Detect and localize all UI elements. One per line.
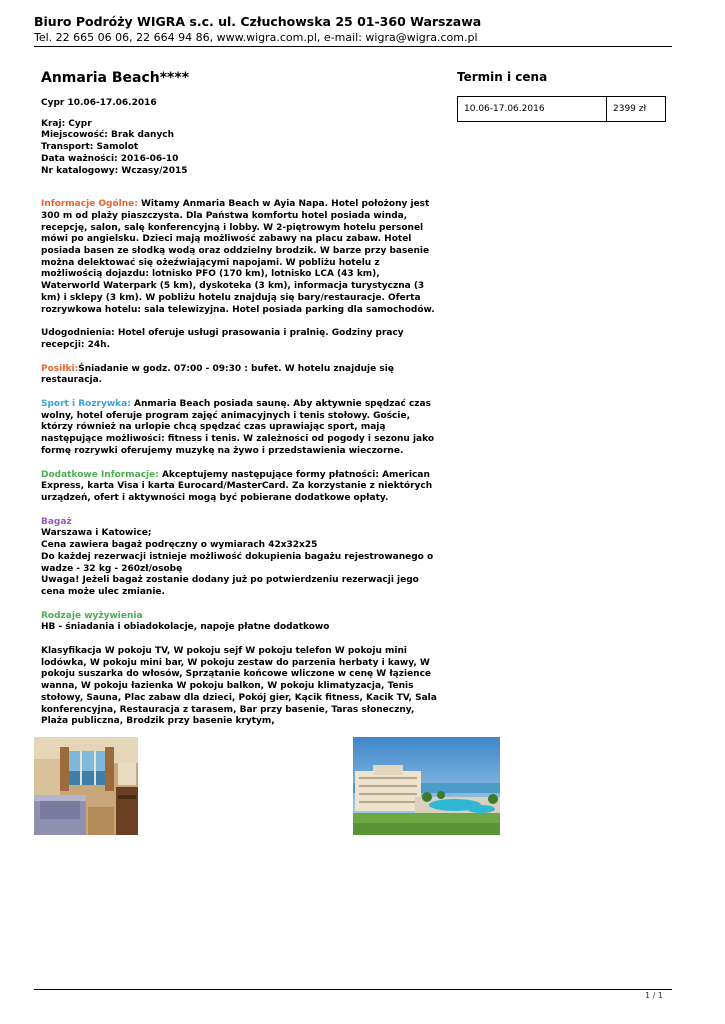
- board-text: HB - śniadania i obiadokolacje, napoje płatne dodatkowo: [41, 622, 330, 633]
- hotel-room-photo: [34, 737, 138, 835]
- amenities-info: Udogodnienia: Hotel oferuje usługi prasowania i pralnię. Godziny pracy recepcji: 24h.: [41, 328, 404, 350]
- meta-location: Miejscowość: Brak danych: [41, 130, 175, 141]
- extra-info-label: Dodatkowe Informacje:: [41, 469, 159, 480]
- meals-text: Śniadanie w godz. 07:00 - 09:30 : bufet. W hotelu znajduje się restauracja.: [41, 363, 394, 386]
- pricing-table: [457, 96, 666, 122]
- page-number: 1 / 1: [645, 991, 663, 1000]
- company-name: Biuro Podróży WIGRA s.c. ul. Człuchowska 25 01-360 Warszawa: [34, 14, 482, 29]
- baggage-line: Cena zawiera bagaż podręczny o wymiarach 42x32x25: [41, 540, 318, 551]
- baggage-line: Uwaga! Jeżeli bagaż zostanie dodany już po potwierdzeniu rezerwacji jego cena może ulec zmianie.: [41, 575, 419, 597]
- pricing-price: 2399 zł: [607, 97, 666, 122]
- pricing-panel: [457, 70, 667, 122]
- pricing-date: 10.06-17.06.2016: [458, 97, 607, 122]
- company-contact: Tel. 22 665 06 06, 22 664 94 86, www.wigra.com.pl, e-mail: wigra@wigra.com.pl: [34, 31, 478, 44]
- extra-info: [41, 470, 441, 505]
- header-divider: [34, 46, 672, 47]
- classification-info: Klasyfikacja W pokoju TV, W pokoju sejf W pokoju telefon W pokoju mini lodówka, W pokoju mini bar, W pokoju zestaw do parzenia herbaty i kawy, W pokoju suszarka do włosów, Sprzątanie końcowe wliczone w cenę W łązience wanna, W pokoju łazienka W pokoju balkon, W pokoju klimatyzacja, Tenis stołowy, Sauna, Plac zabaw dla dzieci, Pokój gier, Kącik fitness, Kacik TV, Sala konferencyjna, Restauracja z tarasem, Bar przy basenie, Taras słoneczny, Plaża publiczna, Brodzik przy basenie krytym,: [41, 646, 437, 727]
- board-label: Rodzaje wyżywienia: [41, 610, 143, 621]
- footer-divider: [34, 989, 672, 990]
- board-info: [41, 611, 441, 634]
- sport-text: Anmaria Beach posiada saunę. Aby aktywnie spędzać czas wolny, hotel oferuje program zajęć animacyjnych i tenis stołowy. Goście, którzy również na urlopie chcą spędzać czas uprawiając sport, mają następujące możliwości: fitness i tenis. W zależności od pogody i sezonu jako formę rozrywki oferujemy muzykę na żywo i przedstawienia wieczorne.: [41, 399, 435, 456]
- pricing-title: Termin i cena: [457, 70, 548, 84]
- general-info-label: Informacje Ogólne:: [41, 199, 138, 210]
- hotel-exterior-photo: [353, 737, 500, 835]
- sport-info: [41, 399, 441, 458]
- baggage-line: Warszawa i Katowice;: [41, 528, 152, 539]
- offer-details: [41, 70, 441, 752]
- meta-catalog-number: Nr katalogowy: Wczasy/2015: [41, 165, 188, 176]
- meals-info: [41, 364, 441, 387]
- baggage-label: Bagaż: [41, 516, 72, 527]
- hotel-title: Anmaria Beach****: [41, 70, 190, 86]
- general-info-text: Witamy Anmaria Beach w Ayia Napa. Hotel położony jest 300 m od plaży piaszczysta. Dla Państwa komfortu hotel posiada winda, recepcję, salon, salę konferencyjną i lobby. W 2-piętrowym hotelu personel mówi po angielsku. Dzieci mają możliwość zabawy na placu zabaw. Hotel posiada basen ze słodką wodą oraz oddzielny brodzik. W barze przy basenie można delektować się ożeźwiającymi napojami. W pobliżu hotelu z możliwością dojazdu: lotnisko PFO (170 km), lotnisko LCA (43 km), Waterworld Waterpark (5 km), dyskoteka (3 km), informacja turystyczna (3 km) i sklepy (3 km). W pobliżu hotelu znajdują się bary/restauracje. Oferta rozrywkowa hotelu: sala telewizyjna. Hotel posiada parking dla samochodów.: [41, 199, 435, 315]
- extra-info-text: Akceptujemy następujące formy płatności: American Express, karta Visa i karta Eurocard/MasterCard. Za korzystanie z niektórych urządzeń, ofert i aktywności mogą być pobierane dodatkowe opłaty.: [41, 469, 433, 503]
- meals-label: Posiłki:: [41, 363, 79, 374]
- baggage-info: [41, 517, 441, 599]
- trip-date: Cypr 10.06-17.06.2016: [41, 98, 157, 108]
- sport-label: Sport i Rozrywka:: [41, 399, 131, 410]
- offer-meta: [41, 119, 441, 178]
- meta-valid-date: Data ważności: 2016-06-10: [41, 153, 179, 164]
- baggage-line: Do każdej rezerwacji istnieje możliwość dokupienia bagażu rejestrowanego o wadze - 32 kg - 260zł/osobę: [41, 551, 434, 574]
- meta-country: Kraj: Cypr: [41, 118, 92, 129]
- meta-transport: Transport: Samolot: [41, 142, 139, 153]
- table-row: [458, 97, 666, 122]
- document-header: [34, 14, 674, 45]
- general-info: [41, 199, 441, 316]
